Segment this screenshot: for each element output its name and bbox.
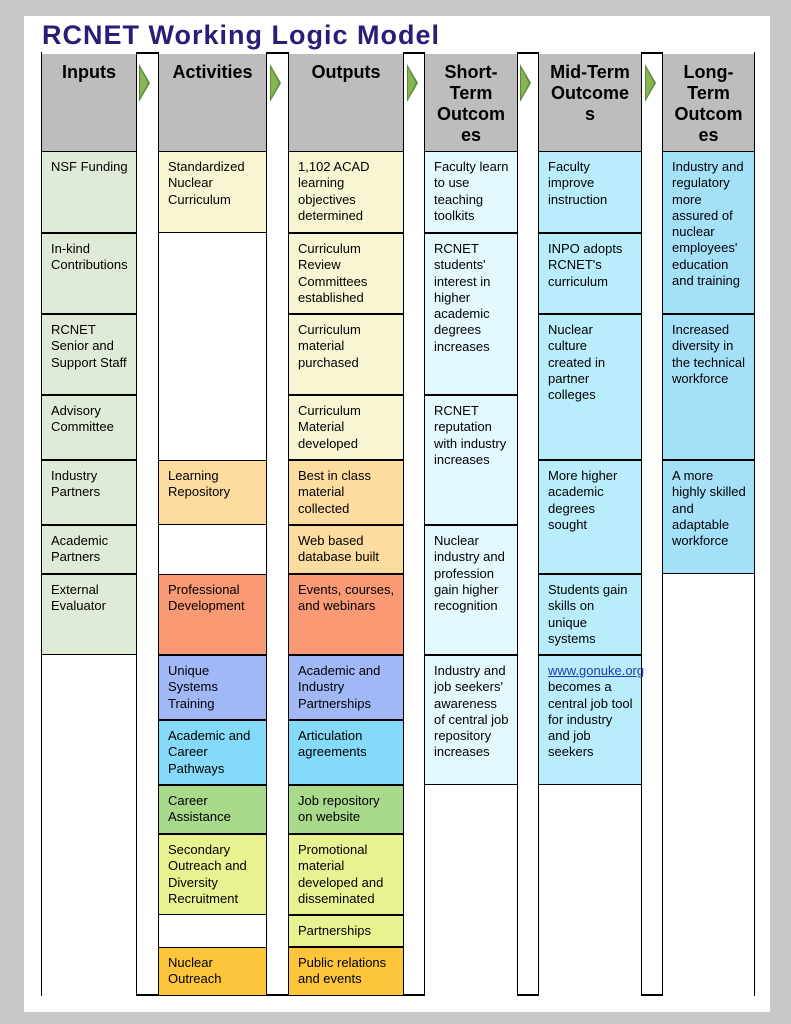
- mid-term-outcome-box: [538, 655, 645, 785]
- header-line: es: [698, 125, 719, 145]
- header-line: Short-: [444, 62, 498, 82]
- header-activities: [158, 54, 267, 152]
- header-line: Outcome: [550, 83, 629, 103]
- activity-box: Secondary Outreach and Diversity Recruitment: [158, 834, 267, 915]
- activity-box: Standardized Nuclear Curriculum: [158, 151, 267, 233]
- cell-text: becomes a central job tool for industry and job seekers: [548, 679, 633, 760]
- input-box: External Evaluator: [41, 574, 137, 655]
- header-line: Activities: [172, 62, 253, 82]
- output-box: Curriculum material purchased: [288, 314, 404, 395]
- mid-term-outcome-box: Faculty improve instruction: [538, 151, 642, 233]
- input-box: Advisory Committee: [41, 395, 137, 460]
- header-line: Long-: [683, 62, 734, 82]
- header-line: Outputs: [311, 62, 381, 82]
- activity-box: Academic and Career Pathways: [158, 720, 267, 785]
- activity-box: Learning Repository: [158, 460, 267, 525]
- output-box: Public relations and events: [288, 947, 404, 996]
- header-line: Inputs: [62, 62, 116, 82]
- header-short: [424, 54, 518, 152]
- flow-arrow-icon: [270, 64, 281, 102]
- output-box: Promotional material developed and disseminated: [288, 834, 404, 915]
- long-term-outcome-box: A more highly skilled and adaptable workforce: [662, 460, 755, 574]
- header-line: Term: [687, 83, 730, 103]
- input-box: Industry Partners: [41, 460, 137, 525]
- output-box: Academic and Industry Partnerships: [288, 655, 404, 720]
- output-box: 1,102 ACAD learning objectives determined: [288, 151, 404, 233]
- header-mid: [538, 54, 642, 152]
- short-term-outcome-box: Industry and job seekers' awareness of central job repository increases: [424, 655, 518, 785]
- activity-box: Unique Systems Training: [158, 655, 267, 720]
- mid-term-outcome-box: More higher academic degrees sought: [538, 460, 642, 574]
- short-term-outcome-box: RCNET students' interest in higher academic degrees increases: [424, 233, 518, 395]
- long-term-outcome-box: Increased diversity in the technical workforce: [662, 314, 755, 460]
- output-box: Best in class material collected: [288, 460, 404, 525]
- header-inputs: [41, 54, 137, 152]
- long-term-outcome-box: Industry and regulatory more assured of nuclear employees' education and training: [662, 151, 755, 314]
- activity-box: Professional Development: [158, 574, 267, 655]
- input-box: In-kind Contributions: [41, 233, 137, 314]
- header-line: Outcom: [436, 104, 505, 124]
- output-box: Job repository on website: [288, 785, 404, 834]
- output-box: Articulation agreements: [288, 720, 404, 785]
- output-box: Web based database built: [288, 525, 404, 574]
- output-box: Partnerships: [288, 915, 404, 947]
- short-term-outcome-box: RCNET reputation with industry increases: [424, 395, 518, 525]
- input-box: Academic Partners: [41, 525, 137, 574]
- header-long: [662, 54, 755, 152]
- mid-term-outcome-box: Students gain skills on unique systems: [538, 574, 642, 655]
- diagram-title: RCNET Working Logic Model: [42, 20, 440, 50]
- short-term-outcome-box: Faculty learn to use teaching toolkits: [424, 151, 518, 233]
- flow-arrow-icon: [139, 64, 150, 102]
- header-line: Mid-Term: [550, 62, 630, 82]
- gonuke-link[interactable]: www.gonuke.org: [548, 663, 645, 678]
- header-line: es: [460, 125, 482, 145]
- activity-box: Career Assistance: [158, 785, 267, 834]
- header-line: Term: [449, 83, 493, 103]
- header-outputs: [288, 54, 404, 152]
- output-box: Curriculum Material developed: [288, 395, 404, 460]
- output-box: Events, courses, and webinars: [288, 574, 404, 655]
- mid-term-outcome-box: INPO adopts RCNET's curriculum: [538, 233, 642, 314]
- flow-arrow-icon: [645, 64, 656, 102]
- flow-arrow-icon: [407, 64, 418, 102]
- activity-box: Nuclear Outreach: [158, 947, 267, 996]
- flow-arrow-icon: [520, 64, 531, 102]
- output-box: Curriculum Review Committees established: [288, 233, 404, 314]
- short-term-outcome-box: Nuclear industry and profession gain higher recognition: [424, 525, 518, 655]
- input-box: RCNET Senior and Support Staff: [41, 314, 137, 395]
- header-line: s: [584, 104, 595, 124]
- input-box: NSF Funding: [41, 151, 137, 233]
- header-line: Outcom: [674, 104, 743, 124]
- mid-term-outcome-box: Nuclear culture created in partner colleges: [538, 314, 642, 460]
